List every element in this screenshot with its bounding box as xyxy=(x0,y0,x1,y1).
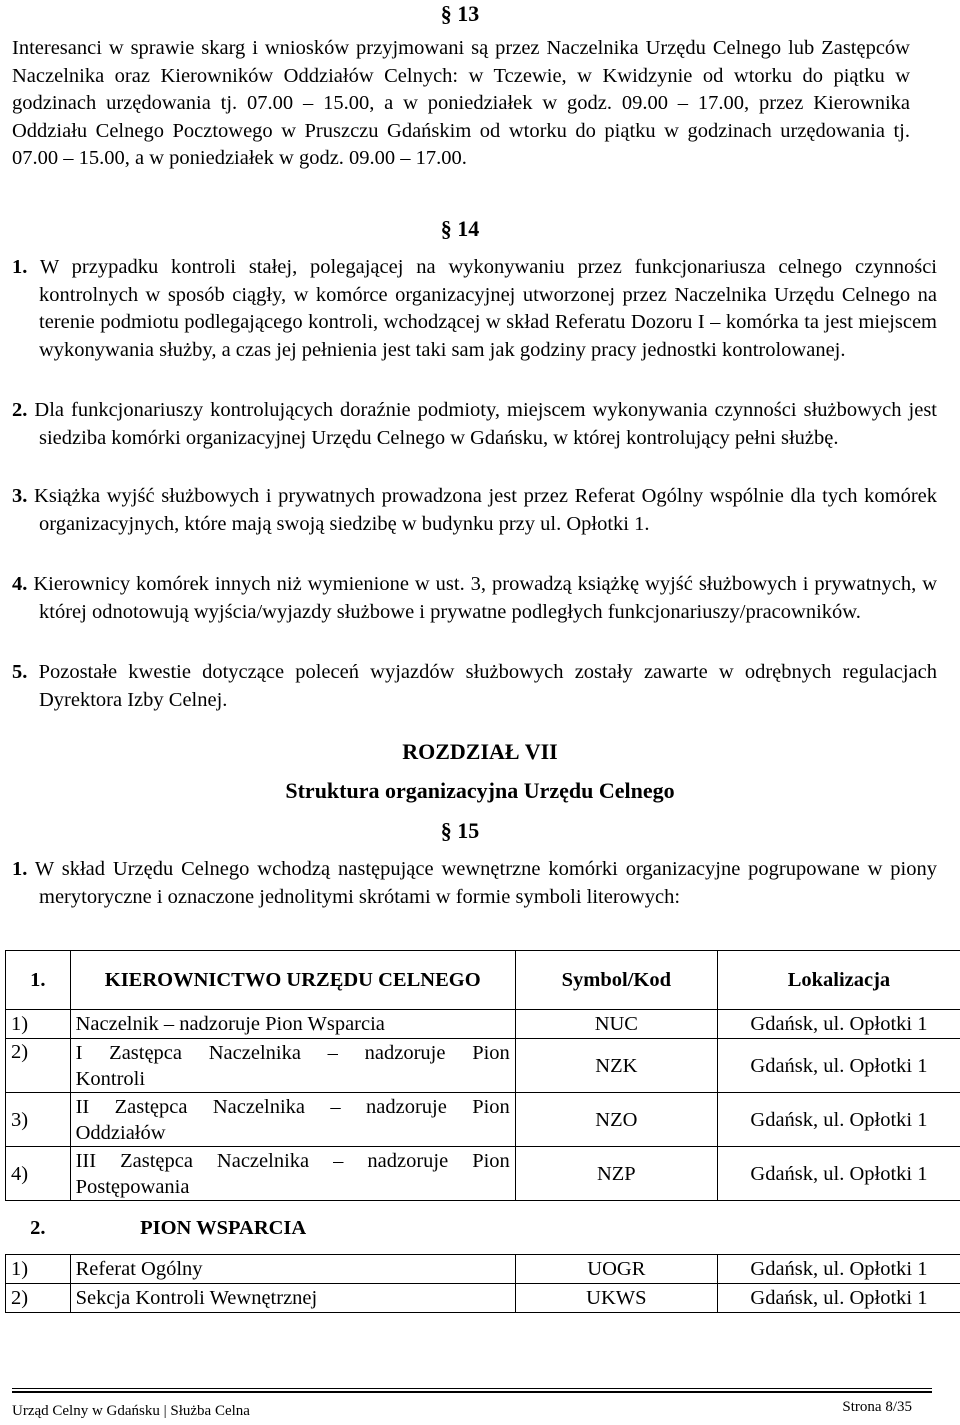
section-13-heading: § 13 xyxy=(440,1,480,26)
row-location: Gdańsk, ul. Opłotki 1 xyxy=(717,1255,960,1284)
footer-divider-thick xyxy=(12,1391,932,1393)
table-row xyxy=(6,1255,960,1284)
header-location: Lokalizacja xyxy=(717,951,960,1010)
row-code: NUC xyxy=(515,1010,717,1039)
row-location: Gdańsk, ul. Opłotki 1 xyxy=(717,1093,960,1147)
s15-item-1-text: W skład Urzędu Celnego wchodzą następujące wewnętrzne komórki organizacyjne pogrupowane w piony merytoryczne i oznaczone jednolitymi skrótami w formie symboli literowych: xyxy=(34,858,937,908)
row-name: Naczelnik – nadzoruje Pion Wsparcia xyxy=(70,1010,515,1039)
footer-organization: Urząd Celny w Gdańsku | Służba Celna xyxy=(12,1403,250,1419)
row-name: II Zastępca Naczelnika – nadzoruje Pion Oddziałów xyxy=(70,1093,515,1147)
s14-item-3-text: Książka wyjść służbowych i prywatnych prowadzona jest przez Referat Ogólny wspólnie dla tych komórek organizacyjnych, które mają swoją siedzibę w budynku przy ul. Opłotki 1. xyxy=(34,485,937,535)
s14-item-1-num: 1. xyxy=(12,256,28,278)
s14-item-1-text: W przypadku kontroli stałej, polegającej na wykonywaniu przez funkcjonariusza celnego czynności kontrolnych w sposób ciągły, w komórce organizacyjnej utworzonej przez Naczelnika Urzędu Celnego na terenie podmiotu podlegającego kontroli, wchodzącej w skład Referatu Dozoru I – komórka ta jest miejscem wykonywania służby, a czas jej pełnienia jest taki sam jak godziny pracy jednostki kontrolowanej. xyxy=(39,256,937,361)
s14-item-3 xyxy=(12,483,937,538)
organizational-units-table xyxy=(5,950,960,1313)
s14-item-3-num: 3. xyxy=(12,485,28,507)
row-code: NZK xyxy=(515,1039,717,1093)
s14-item-2-text: Dla funkcjonariuszy kontrolujących doraźnie podmioty, miejscem wykonywania czynności służbowych jest siedziba komórki organizacyjnej Urzędu Celnego w Gdańsku, w której kontrolujący pełni służbę. xyxy=(34,399,938,449)
row-number: 2) xyxy=(6,1039,71,1093)
footer-divider xyxy=(12,1388,932,1389)
row-name: Sekcja Kontroli Wewnętrznej xyxy=(70,1284,515,1313)
table-header-row xyxy=(6,951,960,1010)
s15-item-1-num: 1. xyxy=(12,858,28,880)
section-title: PION WSPARCIA xyxy=(140,1216,307,1239)
header-name: KIEROWNICTWO URZĘDU CELNEGO xyxy=(70,951,515,1010)
section-number: 2. xyxy=(30,1216,46,1239)
row-name: I Zastępca Naczelnika – nadzoruje Pion Kontroli xyxy=(70,1039,515,1093)
row-number: 1) xyxy=(6,1255,71,1284)
table-row xyxy=(6,1010,960,1039)
s14-item-2 xyxy=(12,397,937,452)
s14-item-2-num: 2. xyxy=(12,399,28,421)
s14-item-4 xyxy=(12,571,937,626)
s14-item-5-num: 5. xyxy=(12,661,28,683)
s14-item-5 xyxy=(12,659,937,714)
row-location: Gdańsk, ul. Opłotki 1 xyxy=(717,1284,960,1313)
row-code: UOGR xyxy=(515,1255,717,1284)
s14-item-4-num: 4. xyxy=(12,573,28,595)
header-code: Symbol/Kod xyxy=(515,951,717,1010)
table-row xyxy=(6,1284,960,1313)
table-row xyxy=(6,1039,960,1093)
chapter-title: ROZDZIAŁ VII xyxy=(402,739,558,764)
s14-item-4-text: Kierownicy komórek innych niż wymienione w ust. 3, prowadzą książkę wyjść służbowych i prywatnych, w której odnotowują wyjścia/wyjazdy służbowe i prywatne podległych funkcjonariuszy/pracowników. xyxy=(33,573,937,623)
table-row xyxy=(6,1147,960,1201)
section-14-heading: § 14 xyxy=(440,216,480,241)
s14-item-1 xyxy=(12,254,937,364)
row-code: UKWS xyxy=(515,1284,717,1313)
row-code: NZO xyxy=(515,1093,717,1147)
section-15-heading: § 15 xyxy=(440,818,480,843)
row-name: III Zastępca Naczelnika – nadzoruje Pion Postępowania xyxy=(70,1147,515,1201)
row-name: Referat Ogólny xyxy=(70,1255,515,1284)
s14-item-5-text: Pozostałe kwestie dotyczące poleceń wyjazdów służbowych zostały zawarte w odrębnych regulacjach Dyrektora Izby Celnej. xyxy=(38,661,937,711)
row-location: Gdańsk, ul. Opłotki 1 xyxy=(717,1039,960,1093)
row-number: 2) xyxy=(6,1284,71,1313)
header-number: 1. xyxy=(6,951,71,1010)
section-13-paragraph: Interesanci w sprawie skarg i wniosków przyjmowani są przez Naczelnika Urzędu Celnego lub Zastępców Naczelnika oraz Kierowników Oddziałów Celnych: w Tczewie, w Kwidzynie od wtorku do piątku w godzinach urzędowania tj. 07.00 – 15.00, a w poniedziałek w godz. 09.00 – 17.00, przez Kierownika Oddziału Celnego Pocztowego w Pruszczu Gdańskim od wtorku do piątku w godzinach urzędowania tj. 07.00 – 15.00, a w poniedziałek w godz. 09.00 – 17.00. xyxy=(12,37,910,170)
page-number: Strona 8/35 xyxy=(842,1399,912,1415)
row-location: Gdańsk, ul. Opłotki 1 xyxy=(717,1010,960,1039)
table-row xyxy=(6,1093,960,1147)
row-number: 4) xyxy=(6,1147,71,1201)
section-row xyxy=(6,1201,960,1255)
row-location: Gdańsk, ul. Opłotki 1 xyxy=(717,1147,960,1201)
chapter-subtitle: Struktura organizacyjna Urzędu Celnego xyxy=(285,778,675,803)
row-number: 3) xyxy=(6,1093,71,1147)
row-number: 1) xyxy=(6,1010,71,1039)
s15-item-1 xyxy=(12,856,937,911)
row-code: NZP xyxy=(515,1147,717,1201)
